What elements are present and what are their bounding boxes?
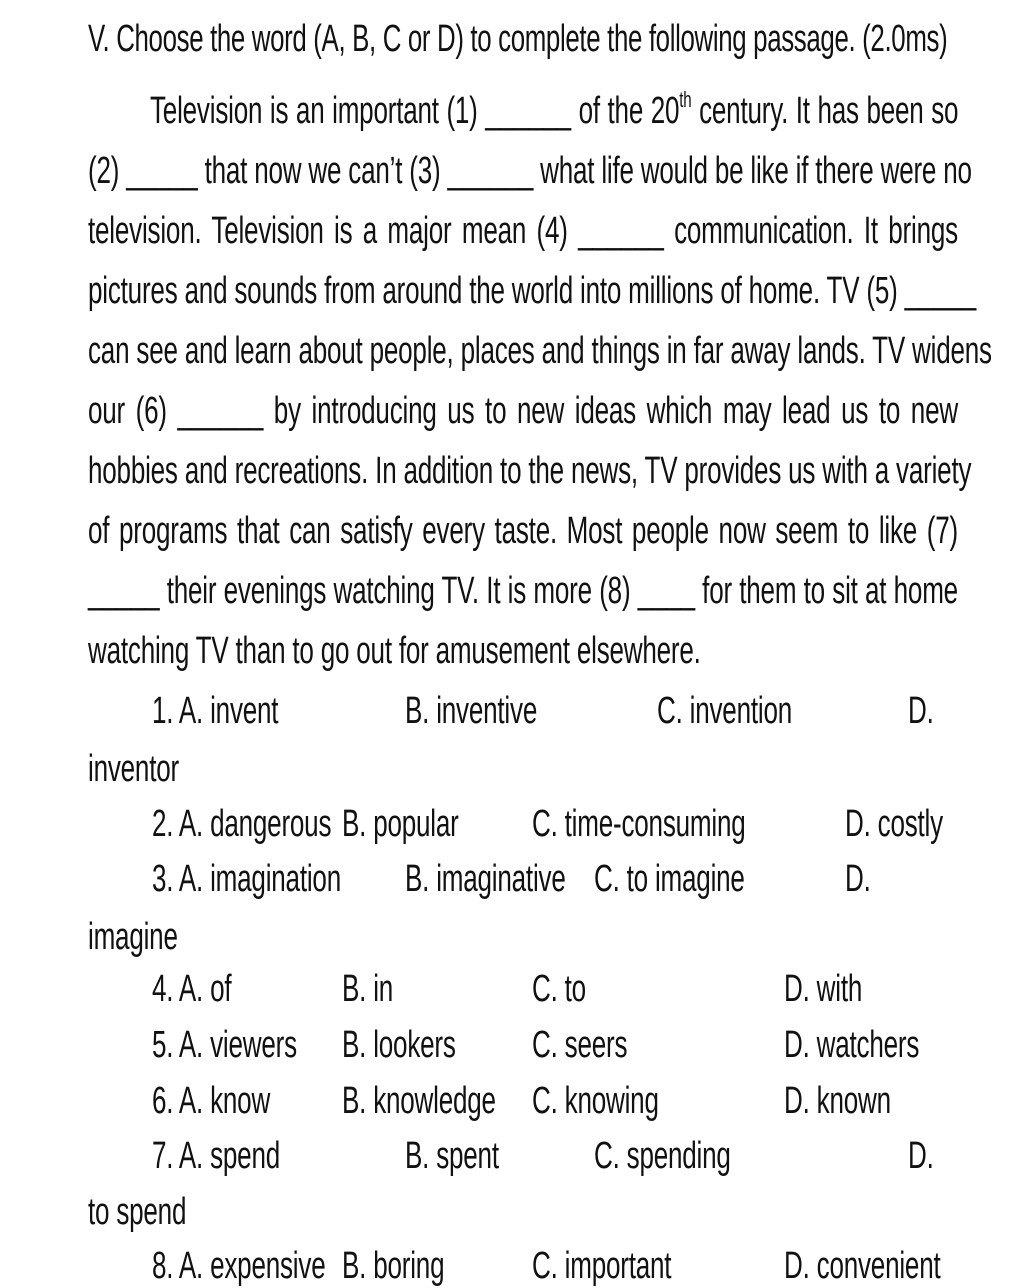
- q5-option-a: 5. A. viewers: [152, 1024, 297, 1066]
- q4-option-b: B. in: [342, 968, 394, 1010]
- passage-line-6: our (6) ______ by introducing us to new ideas which may lead us to new: [88, 390, 958, 432]
- q2-option-a: 2. A. dangerous: [152, 803, 332, 845]
- q3-option-d-wrap: imagine: [88, 916, 178, 958]
- passage-line-3: television. Television is a major mean (4) ______ communication. It brings: [88, 210, 958, 252]
- q2-option-b: B. popular: [342, 803, 459, 845]
- q2-option-c: C. time-consuming: [532, 803, 746, 845]
- q1-option-d-wrap: inventor: [88, 748, 179, 790]
- q6-option-c: C. knowing: [532, 1080, 659, 1122]
- exercise-heading: V. Choose the word (A, B, C or D) to complete the following passage. (2.0ms): [88, 18, 948, 60]
- q6-option-b: B. knowledge: [342, 1080, 496, 1122]
- passage-line-1-text: Television is an important (1) ______ of the 20: [150, 90, 680, 132]
- q5-option-b: B. lookers: [342, 1024, 456, 1066]
- q3-option-c: C. to imagine: [594, 858, 745, 900]
- passage-line-1-end: century. It has been so: [691, 90, 959, 132]
- q7-option-d: D.: [908, 1135, 934, 1177]
- q4-option-c: C. to: [532, 968, 586, 1010]
- q2-option-d: D. costly: [845, 803, 943, 845]
- q4-option-d: D. with: [784, 968, 863, 1010]
- q1-option-d: D.: [908, 690, 934, 732]
- q6-option-a: 6. A. know: [152, 1080, 271, 1122]
- q4-option-a: 4. A. of: [152, 968, 232, 1010]
- passage-line-1: [150, 87, 959, 133]
- q1-option-c: C. invention: [657, 690, 792, 732]
- q7-option-d-wrap: to spend: [88, 1191, 187, 1233]
- q7-option-a: 7. A. spend: [152, 1135, 280, 1177]
- passage-line-9: _____ their evenings watching TV. It is more (8) ____ for them to sit at home: [88, 570, 958, 612]
- passage-line-5: can see and learn about people, places and things in far away lands. TV widens: [88, 330, 992, 372]
- q3-option-d: D.: [845, 858, 871, 900]
- q7-option-c: C. spending: [594, 1135, 731, 1177]
- passage-line-7: hobbies and recreations. In addition to the news, TV provides us with a variety: [88, 450, 972, 492]
- q8-option-a: 8. A. expensive: [152, 1245, 326, 1287]
- q1-option-a: 1. A. invent: [152, 690, 279, 732]
- q1-option-b: B. inventive: [405, 690, 538, 732]
- q5-option-d: D. watchers: [784, 1024, 920, 1066]
- passage-line-2: (2) _____ that now we can’t (3) ______ what life would be like if there were no: [88, 150, 972, 192]
- q5-option-c: C. seers: [532, 1024, 628, 1066]
- passage-line-4: pictures and sounds from around the world into millions of home. TV (5) _____: [88, 270, 976, 312]
- q8-option-d: D. convenient: [784, 1245, 941, 1287]
- ordinal-superscript: th: [679, 87, 692, 112]
- q6-option-d: D. known: [784, 1080, 891, 1122]
- q3-option-a: 3. A. imagination: [152, 858, 341, 900]
- q7-option-b: B. spent: [405, 1135, 499, 1177]
- q3-option-b: B. imaginative: [405, 858, 566, 900]
- passage-line-10: watching TV than to go out for amusement elsewhere.: [88, 630, 701, 672]
- q8-option-b: B. boring: [342, 1245, 445, 1287]
- passage-line-8: of programs that can satisfy every taste. Most people now seem to like (7): [88, 510, 958, 552]
- q8-option-c: C. important: [532, 1245, 672, 1287]
